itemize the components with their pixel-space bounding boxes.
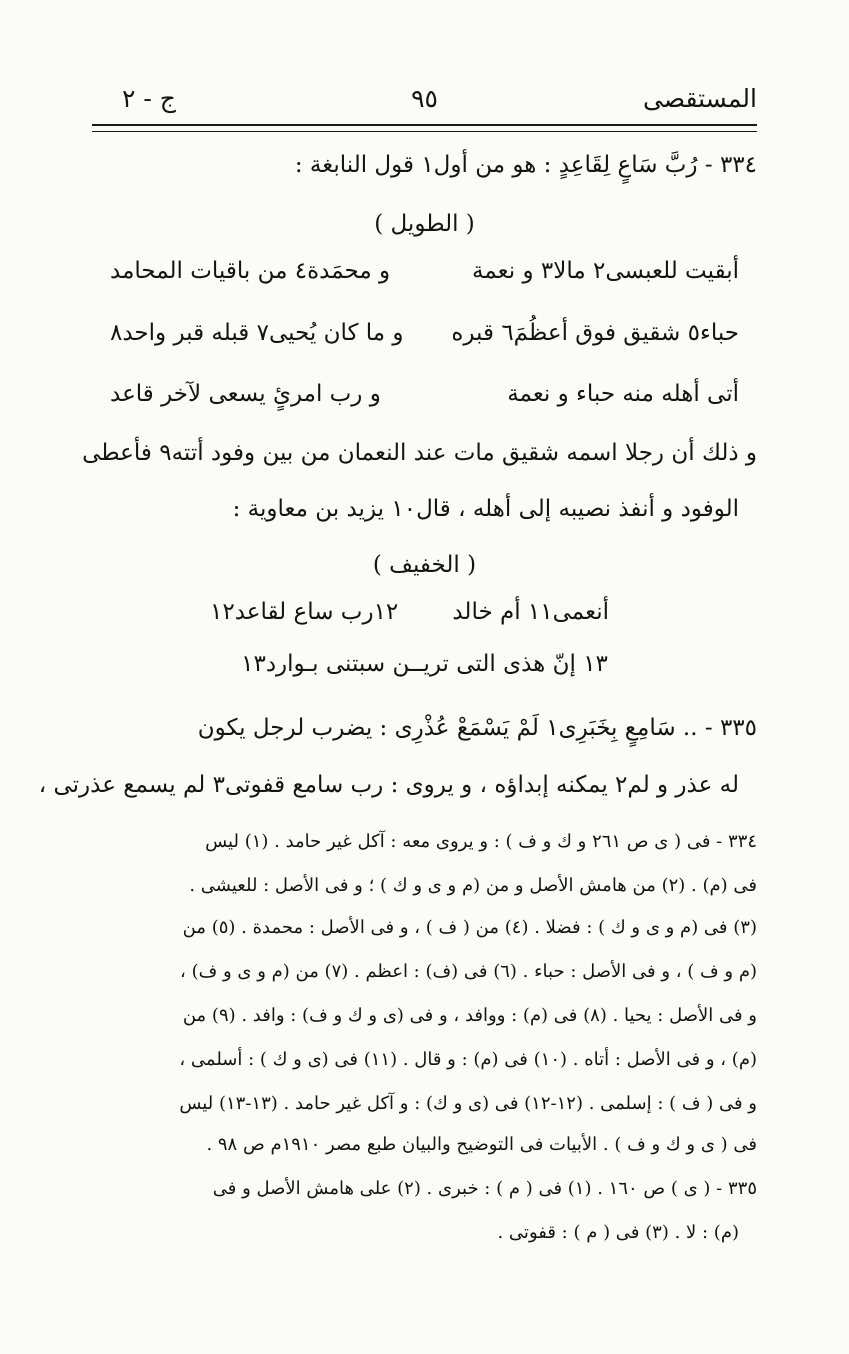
footnote-334-line-8: فى ( ى و ك و ف ) . الأبيات فى التوضيح والبيان طبع مصر ١٩١٠م ص ٩٨ . [206,1134,757,1155]
prose-line-1: و ذلك أن رجلا اسمه شقيق مات عند النعمان من بين وفود أتته٩ فأعطى [82,440,757,466]
header-rule-thick [92,124,757,126]
verse-2-second-hemistich: و ما كان يُحيى٧ قبله قبر واحد٨ [110,320,404,346]
footnote-334-line-3: (٣) فى (م و ى و ك ) : فضلا . (٤) من ( ف ) ، و فى الأصل : محمدة . (٥) من [182,917,757,938]
verse-line-5: ١٣ إنّ هذى التى تريــن سبتنى بـوارد١٣ [241,651,608,677]
verse-2-first-hemistich: حباء٥ شقيق فوق أعظُمَ٦ قبره [451,320,739,346]
footnote-334-line-2: فى (م) . (٢) من هامش الأصل و من (م و ى و ك ) ؛ و فى الأصل : للعيشى . [189,875,757,896]
prose-line-2: الوفود و أنفذ نصيبه إلى أهله ، قال١٠ يزيد بن معاوية : [232,496,739,522]
entry-335-line-2: له عذر و لم٢ يمكنه إبداؤه ، و يروى : رب سامع قفوتى٣ لم يسمع عذرتى ، [38,772,739,798]
verse-line-3 [110,381,739,421]
verse-4-second-hemistich: ١٢رب ساع لقاعد١٢ [210,599,399,625]
footnote-335-line-1: ٣٣٥ - ( ى ) ص ١٦٠ . (١) فى ( م ) : خبرى . (٢) على هامش الأصل و فى [212,1178,757,1199]
verse-4-first-hemistich: أنعمى١١ أم خالد [452,599,609,625]
page-number: ٩٥ [411,84,438,113]
entry-335-heading: ٣٣٥ - .. سَامِعٍ بِخَبَرِى١ لَمْ يَسْمَعْ عُذْرِى : يضرب لرجل يكون [197,715,757,741]
verse-line-2 [110,320,739,360]
header-rule-thin [92,131,757,132]
meter-label-khafif: ( الخفيف ) [372,552,477,578]
footnote-334-line-4: (م و ف ) ، و فى الأصل : حباء . (٦) فى (ف) : اعظم . (٧) من (م و ى و ف) ، [180,961,757,982]
footnote-334-line-1: ٣٣٤ - فى ( ى ص ٢٦١ و ك و ف ) : و يروى معه : آكل غير حامد . (١) ليس [205,831,757,852]
running-header [92,84,757,118]
part-number: ج - ٢ [122,84,176,113]
book-title: المستقصى [642,84,757,113]
verse-1-second-hemistich: و محمَدة٤ من باقيات المحامد [110,258,391,284]
footnote-334-line-5: و فى الأصل : يحيا . (٨) فى (م) : ووافد ، و فى (ى و ك و ف) : وافد . (٩) من [182,1005,757,1026]
verse-3-second-hemistich: و رب امرئٍ يسعى لآخر قاعد [110,381,381,407]
footnote-335-line-2: (م) : لا . (٣) فى ( م ) : قفوتى . [497,1222,739,1243]
footnote-334-line-7: و فى ( ف ) : إسلمى . (١٢-١٢) فى (ى و ك) : و آكل غير حامد . (١٣-١٣) ليس [179,1093,757,1114]
verse-1-first-hemistich: أبقيت للعبسى٢ مالا٣ و نعمة [472,258,739,284]
verse-line-4 [210,599,609,639]
footnote-334-line-6: (م) ، و فى الأصل : أتاه . (١٠) فى (م) : و قال . (١١) فى (ى و ك ) : أسلمى ، [179,1049,757,1070]
verse-line-1 [110,258,739,298]
entry-334-heading: ٣٣٤ - رُبَّ سَاعٍ لِقَاعِدٍ : هو من أول١ قول النابغة : [294,152,757,178]
meter-label-tawil: ( الطويل ) [374,211,475,237]
verse-3-first-hemistich: أتى أهله منه حباء و نعمة [507,381,739,407]
